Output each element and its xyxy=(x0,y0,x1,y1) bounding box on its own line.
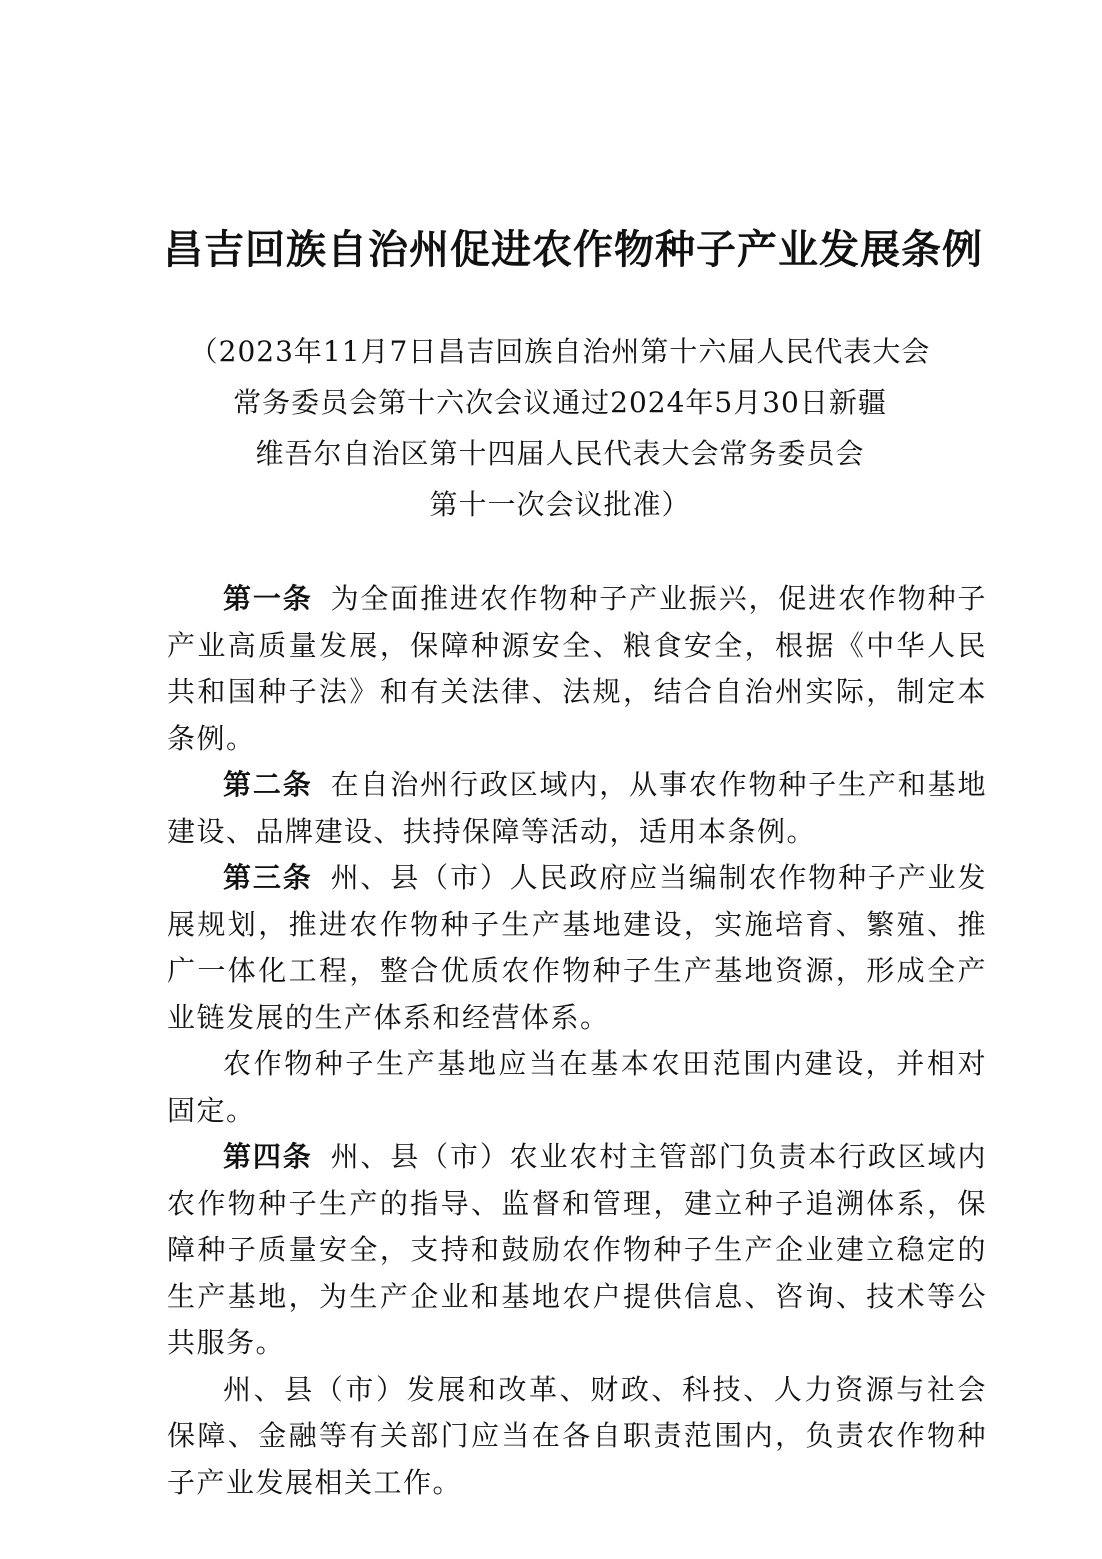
document-title: 昌吉回族自治州促进农作物种子产业发展条例 xyxy=(163,227,983,273)
article-text: 州、县（市）农业农村主管部门负责本行政区域内农作物种子生产的指导、监督和管理，建立种子追溯体系，保障种子质量安全，支持和鼓励农作物种子生产企业建立稳定的生产基地，为生产企业和基地农户提供信息、咨询、技术等公共服务。 xyxy=(167,1140,987,1359)
article-4-paragraph-2: 州、县（市）发展和改革、财政、科技、人力资源与社会保障、金融等有关部门应当在各自职责范围内，负责农作物种子产业发展相关工作。 xyxy=(167,1372,987,1499)
article-text: 在自治州行政区域内，从事农作物种子生产和基地建设、品牌建设、扶持保障等活动，适用本条例。 xyxy=(167,768,987,848)
article-3 xyxy=(167,855,987,1041)
subtitle-line: 常务委员会第十六次会议通过2024年5月30日新疆 xyxy=(233,386,887,419)
article-text: 州、县（市）人民政府应当编制农作物种子产业发展规划，推进农作物种子生产基地建设，实施培育、繁殖、推广一体化工程，整合优质农作物种子生产基地资源，形成全产业链发展的生产体系和经营体系。 xyxy=(167,861,987,1034)
article-label: 第一条 xyxy=(223,582,313,615)
article-label: 第二条 xyxy=(223,768,313,801)
subtitle-line: 维吾尔自治区第十四届人民代表大会常务委员会 xyxy=(255,437,865,470)
article-label: 第三条 xyxy=(223,861,313,894)
subtitle-line: （2023年11月7日昌吉回族自治州第十六届人民代表大会 xyxy=(189,335,931,368)
article-2 xyxy=(167,762,987,855)
article-3-paragraph-2: 农作物种子生产基地应当在基本农田范围内建设，并相对固定。 xyxy=(167,1047,987,1127)
subtitle-line: 第十一次会议批准） xyxy=(429,488,691,521)
article-label: 第四条 xyxy=(223,1140,313,1173)
article-text: 为全面推进农作物种子产业振兴，促进农作物种子产业高质量发展，保障种源安全、粮食安全，根据《中华人民共和国种子法》和有关法律、法规，结合自治州实际，制定本条例。 xyxy=(167,582,987,755)
document-body xyxy=(167,576,987,1506)
article-1 xyxy=(167,576,987,762)
document-subtitle xyxy=(150,326,970,530)
article-4 xyxy=(167,1134,987,1367)
